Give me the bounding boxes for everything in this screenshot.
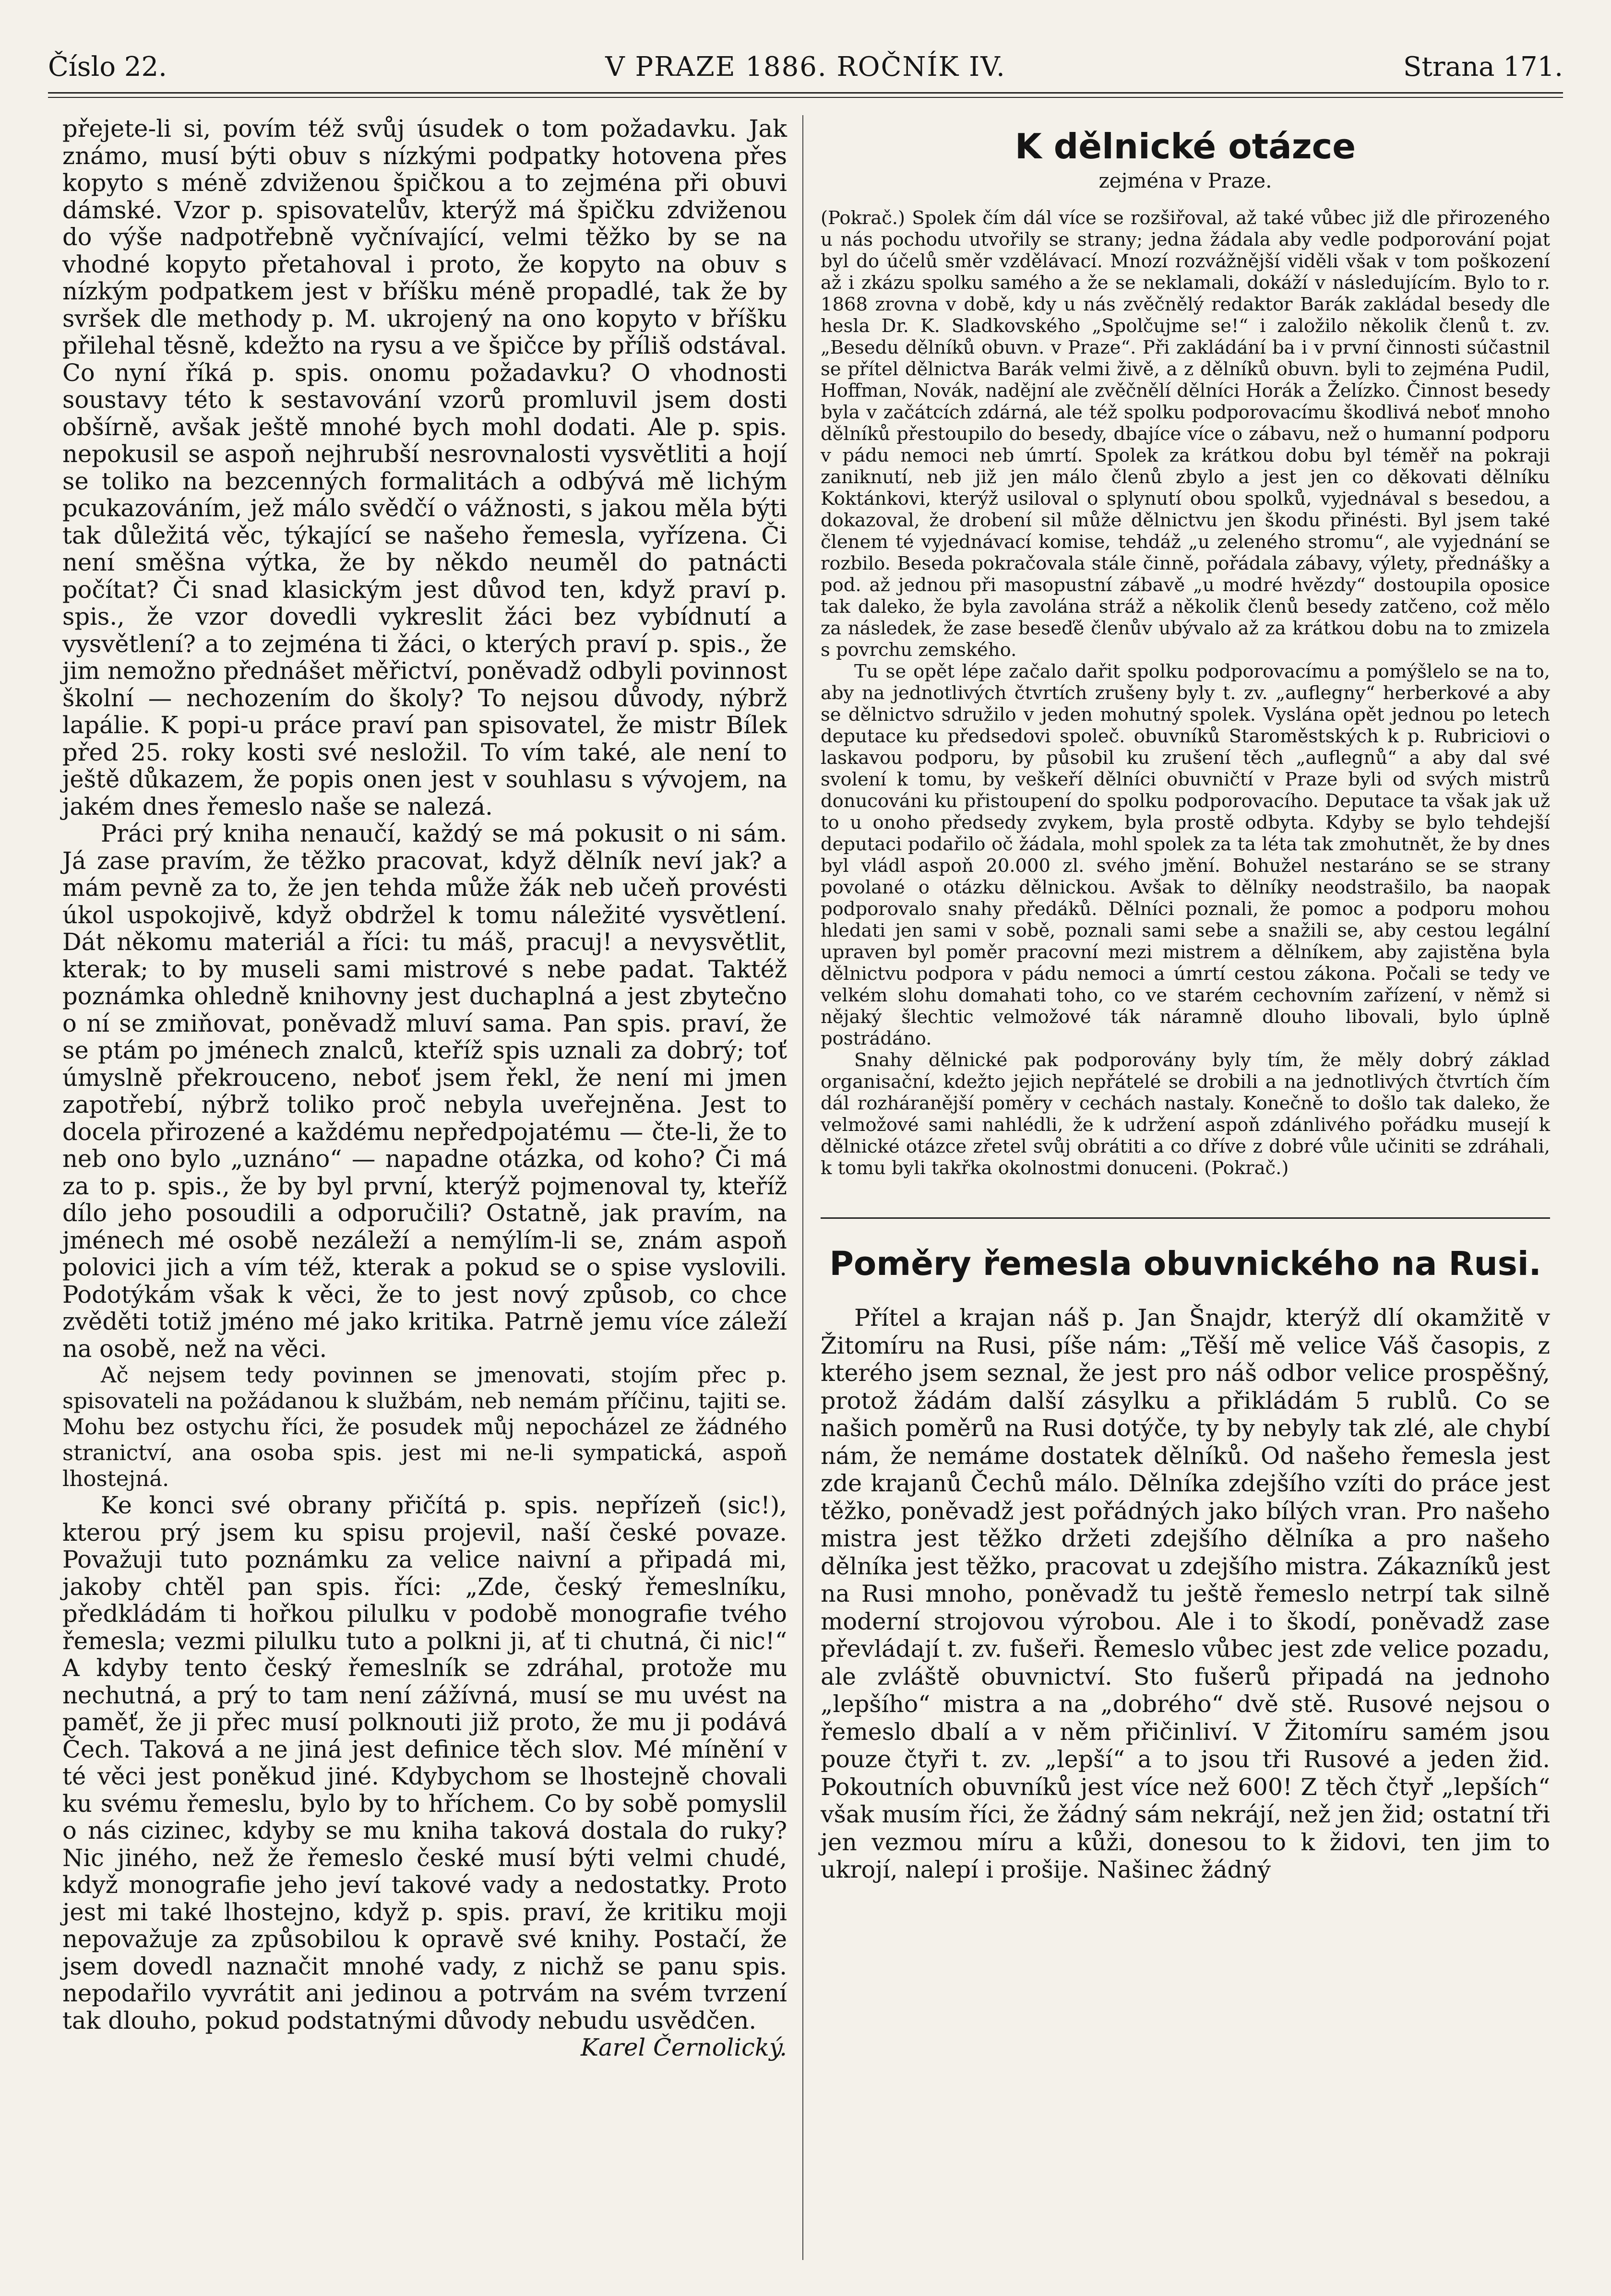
page-header: [48, 48, 1563, 86]
article-separator: [821, 1217, 1550, 1219]
paragraph: Ke konci své obrany přičítá p. spis. nepřízeň (sic!), kterou prý jsem ku spisu projevil, naší české povaze. Považuji tuto poznámku za velice naivní a připadá mi, jakoby chtěl pan spis. říci: „Zde, český řemeslníku, předkládám ti hořkou pilulku v podobě monografie tvého řemesla; vezmi pilulku tuto a polkni ji, ať ti chutná, či nic!“ A kdyby tento český řemeslník se zdráhal, protože mu nechutná, a prý to tam není zážívná, musí se mu uvést na paměť, že ji přec musí polknouti již proto, že mu ji podává Čech. Taková a ne jiná jest definice těch slov. Mé mínění v té věci jest poněkud jiné. Kdybychom se lhostejně chovali ku svému řemeslu, bylo by to hříchem. Co by sobě pomyslil o nás cizinec, kdyby se mu kniha taková dostala do ruky? Nic jiného, než že řemeslo české musí býti velmi chudé, když monografie jeho jeví takové vady a nedostatky. Proto jest mi také lhostejno, když p. spis. praví, že kritiku moji nepovažuje za způsobilou k opravě své knihy. Postačí, že jsem dovedl naznačit mnohé vady, z nichž se panu spis. nepodařilo vyvrátit ani jedinou a potrvám na svém tvrzení tak dlouho, pokud podstatnými důvody nebudu usvědčen.: [62, 1491, 787, 2034]
header-rule-thin: [48, 97, 1563, 98]
article-workers-question: [821, 125, 1550, 1179]
paragraph: Tu se opět lépe začalo dařit spolku podporovacímu a pomýšlelo se na to, aby na jednotlivých čtvrtích zrušeny byly t. zv. „auflegny“ herberkové a aby se dělnictvo sdružilo v jeden mohutný spolek. Vyslána opět jednou po letech deputace ku předsedovi společ. obuvníků Staroměstských k p. Rubriciovi o laskavou podporu, by působil ku zrušení těch „auflegnů“ a aby dal své svolení k tomu, by veškeří dělníci obuvničtí v Praze byli od svých mistrů donucováni ku přistoupení do spolku podporovacího. Deputace ta však jak už to u onoho předsedy zvykem, byla prostě odbyta. Kdyby se bylo tehdejší deputaci podařilo oč žádala, mohl spolek za ta léta tak zmohutnět, že by dnes byl vládl aspoň 20.000 zl. svého jmění. Bohužel nestaráno se se strany povolané o otázku dělnickou. Avšak to dělníky neodstrašilo, ba naopak podporovalo snahy předáků. Dělníci poznali, že pomoc a podporu mohou hledati jen sami v sobě, poznali sami sebe a snažili se, aby cestou legální upraven byl poměr pracovní mezi mistrem a dělníkem, aby zajistěna byla dělnictvu podpora v pádu nemoci a úmrtí cestou zákona. Počali se tedy ve velkém slohu domahati toho, co ve starém cechovním zařízení, v němž si nějaký šlechtic velmožové ták náramně dlouho libovali, bylo úplně postrádáno.: [821, 661, 1550, 1049]
article-shoemaking-russia: [821, 1243, 1550, 1884]
author-signature: Karel Černolický.: [580, 2034, 787, 2061]
article-title: K dělnické otázce: [1014, 126, 1356, 167]
article-title: Poměry řemesla obuvnického na Rusi.: [829, 1245, 1541, 1283]
article-subtitle: zejména v Praze.: [1098, 169, 1272, 192]
paragraph: (Pokrač.) Spolek čím dál více se rozšiřoval, až také vůbec již dle přirozeného u nás pochodu utvořily se strany; jedna žádala aby vedle podporování pojat byl do účelů směr vzdělávací. Mnozí rozvážnější viděli však v tom poškození až i zkázu spolku samého a že se neklamali, dokáží v následujícím. Bylo to r. 1868 zrovna v době, kdy u nás zvěčnělý redaktor Barák zakládal besedy dle hesla Dr. K. Sladkovského „Spolčujme se!“ i založilo několik členů t. zv. „Besedu dělníků obuvn. v Praze“. Při zakládání ba i v první činnosti súčastnil se přítel dělnictva Barák velmi živě, a z dělníků obuvn. byli to zejména Pudil, Hoffman, Novák, nadějní ale zvěčnělí dělníci Horák a Želízko. Činnost besedy byla v začátcích zdárná, ale též spolku podporovacímu škodlivá neboť mnoho dělníků přestoupilo do besedy, dbajíce více o zábavu, než o humanní podporu v pádu nemoci neb úmrtí. Spolek za krátkou dobu byl téměř na pokraji zaniknutí, neb již jen málo členů zbylo a jest jen co děkovati dělníku Koktánkovi, kterýž usiloval o splynutí obou spolků, vyjednával s besedou, a dokazoval, že drobení sil může dělnictvu jen škodu přinésti. Byl jsem také členem té vyjednávací komise, tehdáž „u zeleného stromu“, ale vyjednání se rozbilo. Beseda pokračovala stále činně, pořádala zábavy, výlety, přednášky a pod. až jednou při masopustní zábavě „u modré hvězdy“ dostoupila oposice tak daleko, že byla zavolána stráž a několik členů besedy zatčeno, což mělo za následek, že zase beseďě členův ubývalo až za krátkou dobu na to zmizela s povrchu zemského.: [821, 207, 1550, 661]
paragraph: Práci prý kniha nenaučí, každý se má pokusit o ni sám. Já zase pravím, že těžko pracovat, když dělník neví jak? a mám pevně za to, že jen tehda může žák neb učeň provésti úkol uspokojivě, když obdržel k tomu náležité vysvětlení. Dát někomu materiál a říci: tu máš, pracuj! a nevysvětlit, kterak; to by museli sami mistrové s nebe padat. Taktéž poznámka ohledně knihovny jest duchaplná a jest zbytečno o ní se zmiňovat, poněvadž mluví sama. Pan spis. praví, že se ptám po jménech znalců, kteříž spis uznali za dobrý; toť úmyslně překrouceno, neboť jsem řekl, že není mi jmen zapotřebí, nýbrž toliko proč nebyla uveřejněna. Jest to docela přirozené a každému nepředpojatému — čte-li, že to neb ono bylo „uznáno“ — napadne otázka, od koho? Či má za to p. spis., že by byl první, kterýž pojmenoval ty, kteříž dílo jeho posoudili a odporučili? Ostatně, jak pravím, na jménech mé osobě nezáleží a nemýlím-li se, znám aspoň polovici jich a vím též, kterak a pokud se o spise vyslovili. Podotýkám však k věci, že to jest nový způsob, co chce zvěděti totiž jméno mé jako kritika. Patrně jemu více záleží na osobě, než na věci.: [62, 820, 787, 1363]
paragraph: přejete-li si, povím též svůj úsudek o tom požadavku. Jak známo, musí býti obuv s nízkými podpatky hotovena přes kopyto s méně zdviženou špičkou a to zejména při obuvi dámské. Vzor p. spisovatelův, kterýž má špičku zdviženou do výše nadpotřebně vyčnívající, velmi těžko by se na vhodné kopyto přetahoval i proto, že kopyto na obuv s nízkým podpatkem jest v bříšku méně propadlé, tak že by svršek dle methody p. M. ukrojený na ono kopyto v bříšku přilehal těsně, kdežto na rysu a ve špičce by příliš odstával. Co nyní říká p. spis. onomu požadavku? O vhodnosti soustavy této k sestavování vzorů promluvil jsem dosti obšírně, avšak ještě mnohé bych mohl dodati. Ale p. spis. nepokusil se aspoň nejhrubší nesrovnalosti vysvětliti a hojí se toliko na bezcenných formalitách a odbývá mě lichým pcukazováním, jež málo svědčí o vážnosti, s jakou měla býti tak důležitá věc, týkající se našeho řemesla, vyřízena. Či není směšna výtka, že by někdo neuměl do patnácti počítat? Či snad klasickým jest důvod ten, když praví p. spis., že vzor dovedli vykreslit žáci bez vybídnutí a vysvětlení? a to zejména ti žáci, o kterých praví p. spis., že jim nemožno přednášet měřictví, poněvadž odbyli povinnost školní — nechozením do školy? To nejsou důvody, nýbrž lapálie. K popi-u práce praví pan spisovatel, že mistr Bílek před 25. roky kosti své nesložil. To vím také, ale není to ještě důkazem, že popis onen jest v souhlasu s vývojem, na jakém dnes řemeslo naše se nalezá.: [62, 115, 787, 821]
paragraph: Přítel a krajan náš p. Jan Šnajdr, kterýž dlí okamžitě v Žitomíru na Rusi, píše nám: „Těší mě velice Váš časopis, z kterého jsem seznal, že jest pro náš odbor velice prospěšný, protož žádám další zásylku a přikládám 5 rublů. Co se našich poměrů na Rusi dotýče, ty by nebyly tak zlé, ale chybí nám, že nemáme dostatek dělníků. Od našeho řemesla jest zde krajanů Čechů málo. Dělníka zdejšího vzíti do práce jest těžko, poněvadž jest pořádných jako bílých vran. Pro našeho mistra jest těžko držeti zdejšího dělníka a pro našeho dělníka jest těžko, pracovat u zdejšího mistra. Zákazníků jest na Rusi mnoho, poněvadž tu ještě řemeslo netrpí tak silně moderní strojovou výrobou. Ale i to škodí, poněvadž zase převládají t. zv. fušeři. Řemeslo vůbec jest zde velice pozadu, ale zvláště obuvnictví. Sto fušerů připadá na jednoho „lepšího“ mistra a na „dobrého“ dvě stě. Rusové nejsou o řemeslo dbalí a v něm přičinliví. V Žitomíru samém jsou pouze čtyři t. zv. „lepší“ a to jsou tři Rusové a jeden žid. Pokoutních obuvníků jest více než 600! Z těch čtyř „lepších“ však musím říci, že žádný sám nekrájí, než jen žid; ostatní tři jen vezmou míru a kůži, donesou to k židovi, ten jim to ukrojí, nalepí i prošije. Našinec žádný: [821, 1304, 1550, 1883]
page-number: Strana 171.: [1403, 51, 1563, 83]
paragraph: Ač nejsem tedy povinnen se jmenovati, stojím přec p. spisovateli na požádanou k službám, neb nemám příčinu, tajiti se. Mohu bez ostychu říci, že posudek můj nepocházel ze žádného stranictví, ana osoba spis. jest mi ne-li sympatická, aspoň lhostejná.: [62, 1362, 787, 1491]
issue-number: Číslo 22.: [48, 51, 167, 83]
header-rule: [48, 92, 1563, 94]
column-divider: [802, 115, 803, 2260]
paragraph: Snahy dělnické pak podporovány byly tím, že měly dobrý základ organisační, kdežto jejich nepřátelé se drobili a na jednotlivých čtvrtích čím dál rozháranější poměry v cechách nastaly. Konečně to došlo tak daleko, že velmožové sami nahlédli, že k udržení aspoň zdánlivého pořádku musejí k dělnické otázce zřetel svůj obrátiti a co dříve z dobré vůle učiniti se zdráhali, k tomu byli takřka okolnostmi donuceni. (Pokrač.): [821, 1049, 1550, 1179]
left-column-article: [62, 115, 787, 2260]
right-column: [821, 115, 1550, 2260]
place-and-year: V PRAZE 1886. ROČNÍK IV.: [605, 51, 1006, 83]
signature-line: [62, 2034, 787, 2061]
